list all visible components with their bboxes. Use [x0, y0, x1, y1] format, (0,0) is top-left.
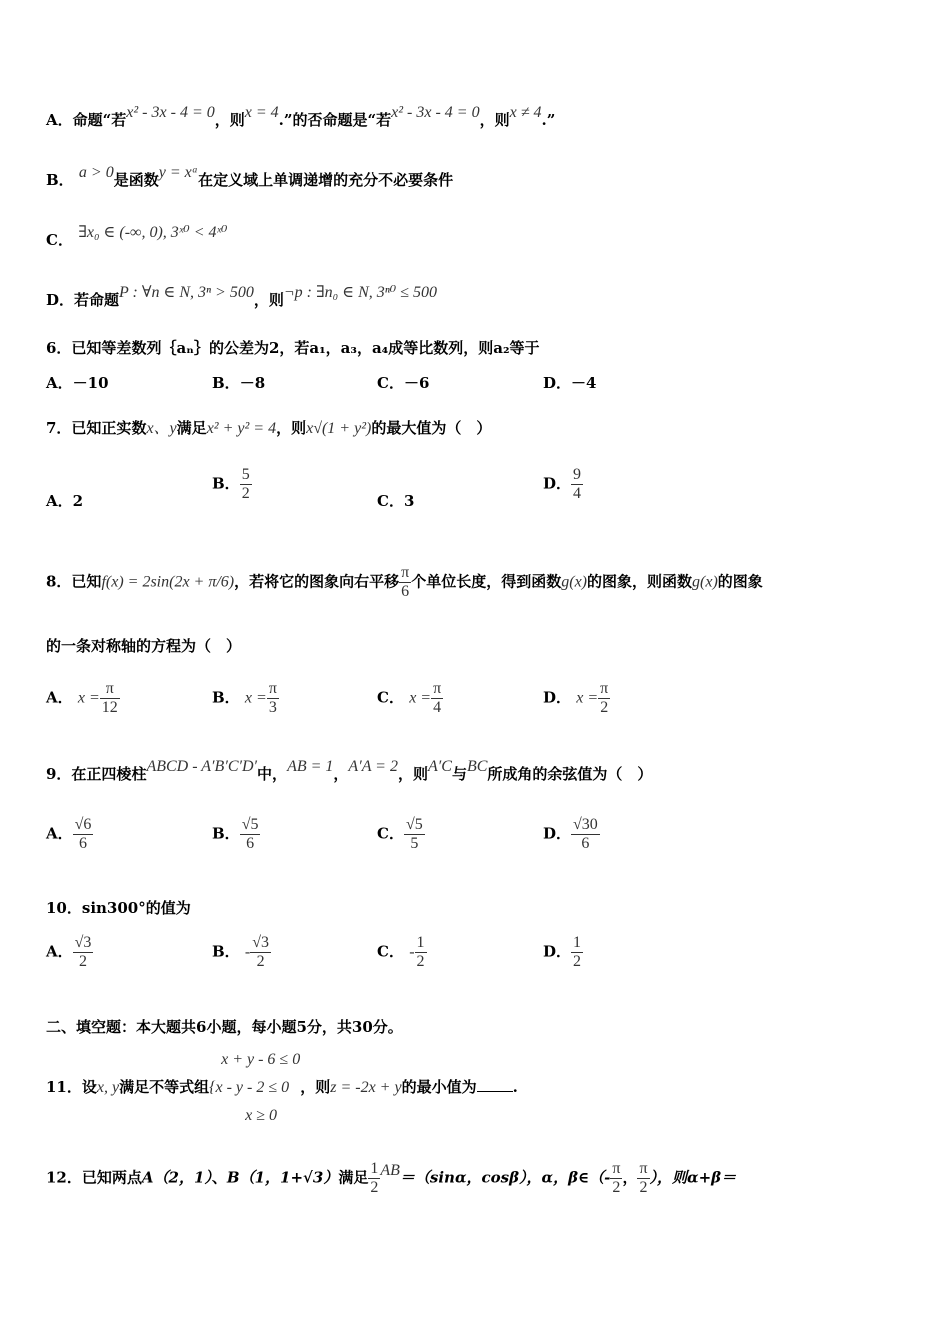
numerator: π: [100, 680, 120, 699]
option-label: D．: [543, 474, 572, 493]
text: ，: [333, 765, 349, 783]
text: 的最小值为: [401, 1078, 477, 1096]
text: 若命题: [74, 291, 120, 309]
q6-option-b: [212, 372, 265, 393]
q10-option-a: [46, 934, 93, 971]
text: 命题“若: [72, 111, 127, 129]
fraction: [368, 1160, 380, 1197]
q10-option-d: [543, 934, 583, 971]
text: 满足不等式组: [119, 1078, 210, 1096]
option-label: C．: [377, 688, 404, 707]
option-label: A．: [46, 688, 73, 707]
denominator: 12: [101, 699, 118, 716]
inequality-system: [209, 1046, 300, 1130]
math-expr: f(x) = 2sin(2x + π/6): [101, 573, 235, 591]
sign: -: [244, 943, 251, 961]
math-expr: ABCD - A′B′C′D′: [146, 758, 258, 775]
vector-ab: AB: [380, 1161, 400, 1179]
option-label: B．: [212, 824, 240, 843]
q5-option-b: [46, 164, 454, 191]
text: ，则: [276, 419, 307, 437]
fraction: [637, 1160, 649, 1197]
q7-option-a: [46, 490, 83, 511]
numerator: 1: [416, 934, 425, 951]
math-expr: x ≠ 4: [509, 104, 542, 121]
denominator: 2: [241, 485, 250, 502]
math-expr: x =: [409, 689, 432, 707]
numerator: √5: [241, 816, 259, 833]
q6-option-d: [543, 372, 596, 393]
denominator: 2: [573, 953, 582, 970]
option-label: D．: [543, 824, 572, 843]
q10-option-b: [212, 934, 271, 971]
text: 满足: [338, 1168, 369, 1187]
numerator: π: [401, 564, 410, 581]
option-label: D．: [543, 374, 572, 392]
option-text: －10: [72, 374, 109, 392]
q8-stem: [46, 564, 763, 601]
denominator: 4: [433, 699, 442, 716]
text: ，: [622, 1168, 638, 1187]
denominator: 2: [79, 953, 88, 970]
fraction: [240, 466, 252, 503]
fraction: [73, 816, 94, 853]
text: 7．已知正实数: [46, 419, 147, 437]
text: 的最大值为（ ）: [371, 419, 492, 437]
option-label: A．: [46, 824, 73, 843]
numerator: √3: [252, 934, 270, 951]
text: 个单位长度，得到函数: [411, 572, 562, 591]
text: 9．在正四棱柱: [46, 765, 147, 783]
q7-stem: [46, 418, 491, 439]
text: ，则: [214, 111, 245, 129]
math-expr: P : ∀n ∈ N, 3ⁿ > 500: [119, 284, 254, 301]
numerator: 9: [573, 466, 582, 483]
math-expr: x² - 3x - 4 = 0: [391, 104, 480, 121]
option-text: －4: [571, 374, 597, 392]
numerator: √5: [405, 816, 423, 833]
denominator: 6: [401, 583, 410, 600]
numerator: √6: [74, 816, 92, 833]
option-label: C．: [377, 942, 404, 961]
numerator: √3: [74, 934, 92, 951]
option-text: 2: [72, 492, 84, 510]
denominator: 6: [246, 835, 255, 852]
math-expr: z = -2x + y: [330, 1079, 402, 1096]
point-a: A（2，1）: [141, 1168, 212, 1187]
fraction: [100, 680, 120, 717]
denominator: 6: [79, 835, 88, 852]
q7-option-b: [212, 466, 252, 503]
fraction: [267, 680, 279, 717]
option-label: A．: [46, 492, 73, 510]
option-label: C．: [377, 492, 404, 510]
numerator: √30: [573, 816, 598, 833]
text: 、: [211, 1168, 227, 1187]
text: .: [512, 1078, 518, 1096]
inequality: {x - y - 2 ≤ 0: [209, 1079, 290, 1096]
option-label: D．: [543, 942, 572, 961]
math-expr: y = xᵃ: [158, 164, 199, 181]
q5-option-c: [46, 224, 228, 251]
numerator: π: [600, 680, 609, 697]
text: ，若将它的图象向右平移: [234, 572, 400, 591]
denominator: 3: [268, 699, 277, 716]
answer-blank[interactable]: [477, 1091, 513, 1092]
math-expr: a > 0: [78, 164, 114, 181]
math-expr: A′C: [428, 758, 452, 775]
denominator: 4: [573, 485, 582, 502]
fraction: [610, 1160, 622, 1197]
text: ，则: [397, 765, 428, 783]
q9-option-b: [212, 816, 260, 853]
text: 的图象，则函数: [587, 572, 693, 591]
denominator: 2: [600, 699, 609, 716]
fraction: [415, 934, 427, 971]
q9-option-d: [543, 816, 600, 853]
text: 8．已知: [46, 572, 102, 591]
option-label: A．: [46, 942, 73, 961]
fraction: [571, 466, 583, 503]
option-label: C．: [377, 824, 404, 843]
q5-option-a: [46, 104, 556, 131]
q8-option-d: [543, 680, 610, 717]
option-label: B．: [212, 474, 240, 493]
option-label: A．: [46, 111, 73, 129]
text: 所成角的余弦值为（ ）: [487, 765, 653, 783]
option-label: B．: [46, 171, 74, 189]
text: 是函数: [113, 171, 159, 189]
math-expr: x² - 3x - 4 = 0: [126, 104, 215, 121]
fraction: [598, 680, 610, 717]
q8-option-b: [212, 680, 279, 717]
text: ，则: [300, 1078, 331, 1096]
numerator: π: [612, 1160, 621, 1177]
denominator: 6: [581, 835, 590, 852]
math-expr: g(x): [561, 573, 587, 591]
text: ，则: [479, 111, 510, 129]
numerator: 1: [573, 934, 582, 951]
q9-option-a: [46, 816, 93, 853]
math-expr: g(x): [692, 573, 718, 591]
fraction: [431, 680, 443, 717]
option-label: B．: [212, 374, 240, 392]
math-expr: x = 4: [244, 104, 279, 121]
text: ），则α+β＝: [649, 1168, 737, 1187]
text: 满足: [176, 419, 207, 437]
math-expr: x, y: [96, 1079, 120, 1096]
fraction: [73, 934, 94, 971]
numerator: π: [268, 680, 277, 697]
denominator: 2: [256, 953, 265, 970]
numerator: 5: [241, 466, 250, 483]
text: 12．已知两点: [46, 1168, 142, 1187]
point-b: B（1，1+√3）: [226, 1168, 339, 1187]
option-label: B．: [212, 942, 240, 961]
option-label: B．: [212, 688, 240, 707]
denominator: 2: [639, 1179, 648, 1196]
fraction: [240, 816, 261, 853]
option-text: 3: [403, 492, 415, 510]
fraction: [250, 934, 271, 971]
inequality: x ≥ 0: [245, 1107, 277, 1124]
q8-option-a: [46, 680, 120, 717]
q12-stem: [46, 1160, 736, 1197]
fraction: [399, 564, 411, 601]
q10-stem: 10．sin300°的值为: [46, 899, 191, 917]
option-label: A．: [46, 374, 73, 392]
denominator: 2: [612, 1179, 621, 1196]
numerator: 1: [370, 1160, 379, 1177]
q6-stem: 6．已知等差数列｛aₙ｝的公差为2，若a₁，a₃，a₄成等比数列，则a₂等于: [46, 339, 540, 357]
option-text: －6: [403, 374, 430, 392]
text: 中，: [257, 765, 288, 783]
q9-stem: [46, 758, 653, 785]
sign: -: [409, 943, 415, 961]
q6-option-c: [377, 372, 429, 393]
fraction: [571, 934, 583, 971]
denominator: 5: [410, 835, 419, 852]
math-expr: AB = 1: [287, 758, 334, 775]
math-expr: x =: [576, 689, 599, 707]
math-expr: x =: [77, 689, 100, 707]
q6-option-a: [46, 372, 109, 393]
fraction: [571, 816, 600, 853]
q10-option-c: [377, 934, 427, 971]
math-expr: BC: [466, 758, 488, 775]
math-expr: A′A = 2: [348, 758, 398, 775]
math-expr: ∃x₀ ∈ (-∞, 0), 3ˣ⁰ < 4ˣ⁰: [78, 224, 228, 241]
text: 在定义域上单调递增的充分不必要条件: [198, 171, 454, 189]
option-text: －8: [239, 374, 266, 392]
text: 的图象: [717, 572, 763, 591]
fraction: [404, 816, 425, 853]
text: 11．设: [46, 1078, 97, 1096]
math-expr: x² + y² = 4: [206, 420, 277, 437]
option-label: C．: [46, 231, 73, 249]
numerator: π: [639, 1160, 648, 1177]
option-label: D．: [46, 291, 75, 309]
math-expr: ¬p : ∃n₀ ∈ N, 3ⁿ⁰ ≤ 500: [283, 284, 437, 301]
section-heading: 二、填空题：本大题共6小题，每小题5分，共30分。: [46, 1018, 403, 1036]
inequality: x + y - 6 ≤ 0: [221, 1051, 301, 1068]
q8-stem-line2: 的一条对称轴的方程为（ ）: [46, 637, 242, 655]
q11-stem: [46, 1046, 518, 1130]
math-expr: x√(1 + y²): [306, 420, 372, 437]
text: .”的否命题是“若: [278, 111, 392, 129]
q7-option-d: [543, 466, 583, 503]
text: 与: [451, 765, 467, 783]
q7-option-c: [377, 490, 414, 511]
denominator: 2: [370, 1179, 379, 1196]
q9-option-c: [377, 816, 425, 853]
math-expr: x、y: [146, 420, 177, 437]
text: .”: [541, 111, 556, 129]
denominator: 2: [416, 953, 425, 970]
option-label: C．: [377, 374, 404, 392]
option-label: D．: [543, 688, 572, 707]
q8-option-c: [377, 680, 443, 717]
math-expr: x =: [244, 689, 267, 707]
text: ，则: [253, 291, 284, 309]
q5-option-d: [46, 284, 437, 311]
numerator: π: [433, 680, 442, 697]
text: ＝（sinα，cosβ），α，β∈（-: [399, 1168, 611, 1187]
